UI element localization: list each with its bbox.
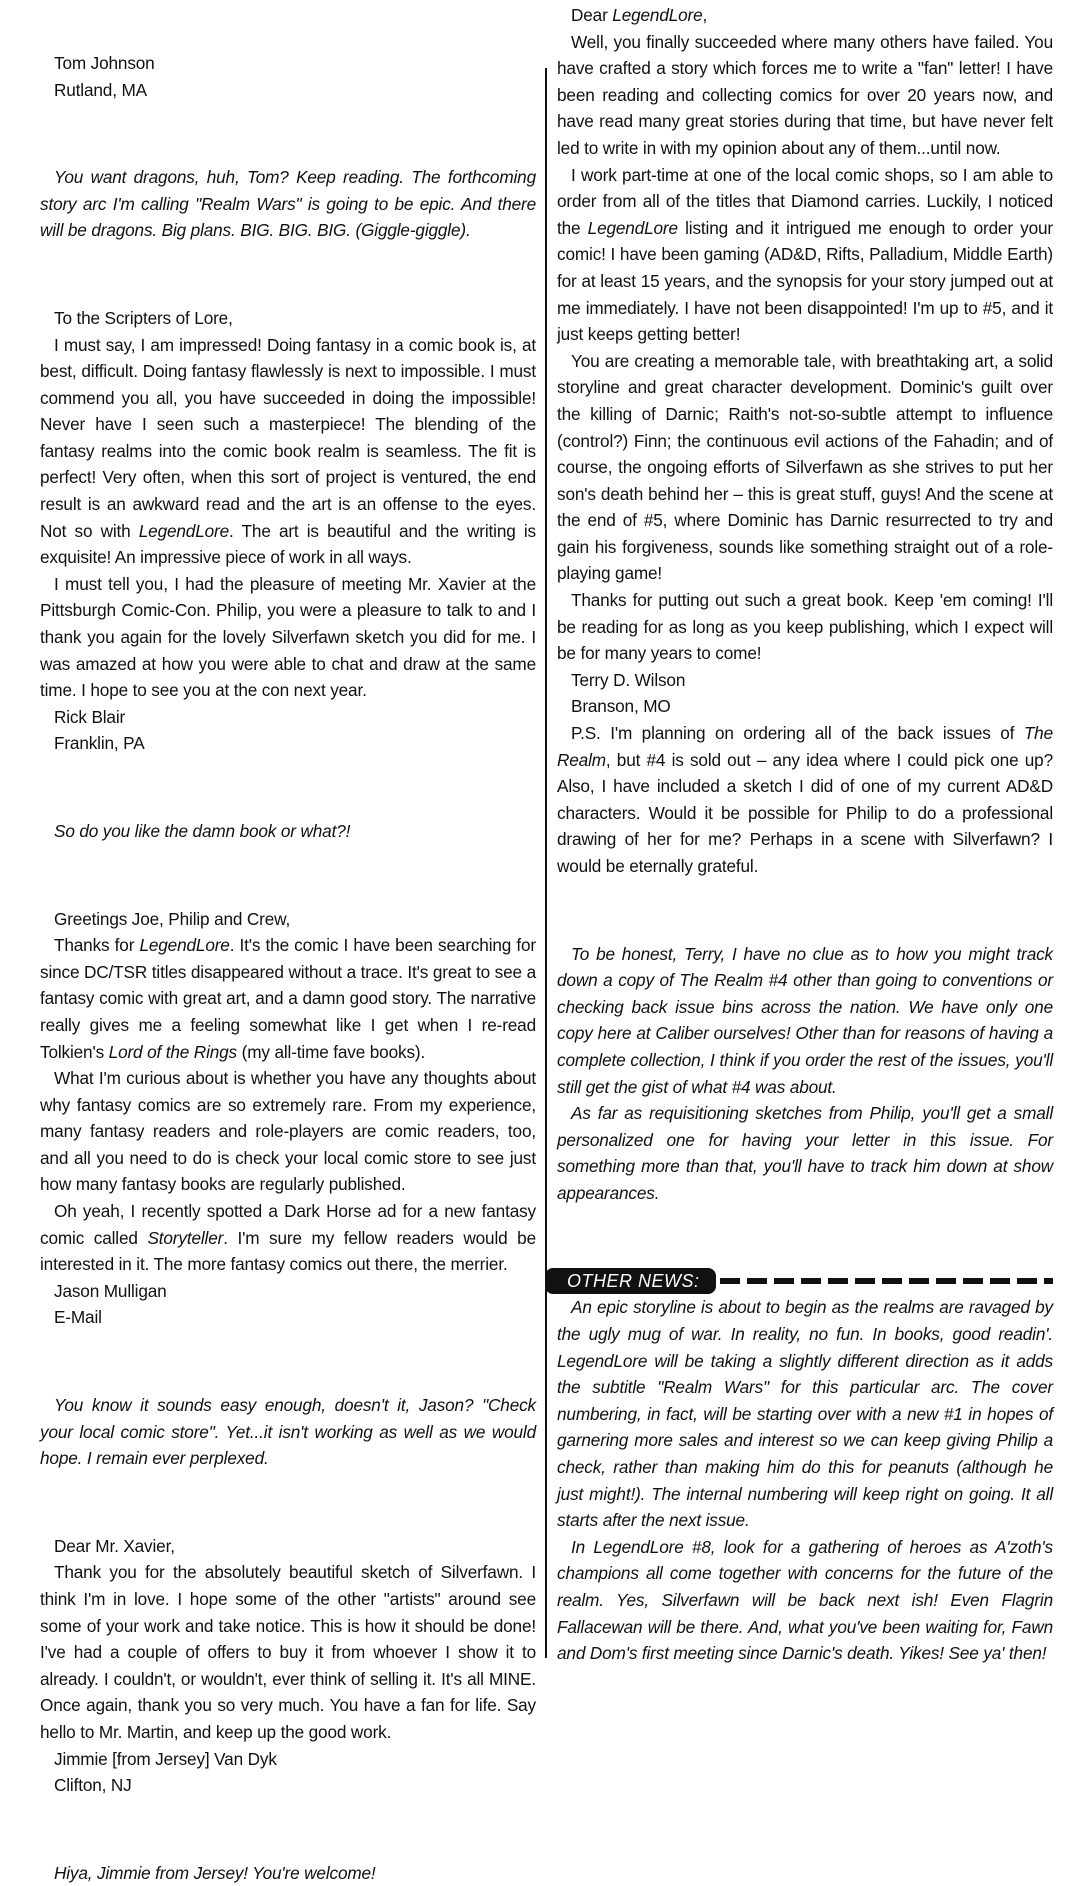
text-run: E-Mail (54, 1307, 102, 1328)
column-divider (545, 68, 547, 1658)
text-run: An epic storyline is about to begin as the realms are ravaged by the ugly mug of war. In reality, no fun. In books, good readin'. LegendLore will be taking a slightly different direction as it adds the subtitle "Realm Wars" for this particular arc. The cover numbering, in fact, will be starting over with a new #1 in hopes of garnering more sales and interest so we can keep giving Philip a check, rather than making him do this for peanuts (although he just might!). The internal numbering will keep right on going. It all starts after the next issue. (557, 1297, 1053, 1531)
text-run: Oh yeah, I recently spotted a Dark Horse ad for a new fantasy comic called (40, 1201, 536, 1248)
text-run: You want dragons, huh, Tom? Keep reading. The forthcoming story arc I'm calling "Realm Wars" is going to be epic. And there will be dragons. Big plans. BIG. BIG. BIG. (Giggle-giggle). (40, 167, 536, 241)
text-run: Jimmie [from Jersey] Van Dyk (54, 1748, 277, 1769)
text-run: Clifton, NJ (54, 1775, 132, 1796)
text-run: Jason Mulligan (54, 1280, 167, 1301)
editor-reply (557, 941, 1053, 1101)
text-run: In LegendLore #8, look for a gathering of heroes as A'zoth's champions all come together with concerns for the future of the realm. Yes, Silverfawn will be back next ish! Even Flagrin Fallacewan will be there. And, what you've been waiting for, Fawn and Dom's first meeting since Darnic's death. Yikes! See ya' then! (557, 1536, 1053, 1664)
text-run: Hiya, Jimmie from Jersey! You're welcome! (54, 1862, 376, 1883)
spacer (40, 1816, 536, 1843)
letter-paragraph (557, 587, 1053, 667)
text-run: P.S. I'm planning on ordering all of the back issues of (571, 723, 1024, 744)
spacer (40, 774, 536, 801)
text-run: You are creating a memorable tale, with breathtaking art, a solid storyline and great character development. Dominic's guilt over the killing of Darnic; Raith's not-so-subtle attempt to influence (control?) Finn; the continuous evil actions of the Fahadin; and of course, the ongoing efforts of Silverfawn as she strives to put her son's death behind her – this is great stuff, guys! And the scene at the end of #5, where Dominic has Darnic resurrected to try and gain his forgiveness, sounds like something straight out of a role-playing game! (557, 350, 1053, 584)
signature-line (40, 730, 536, 757)
spacer (557, 1224, 1053, 1251)
text-run: You know it sounds easy enough, doesn't it, Jason? "Check your local comic store". Yet...it isn't working as well as we would hope. I remain ever perplexed. (40, 1395, 536, 1469)
text-run: (my all-time fave books). (237, 1041, 426, 1062)
text-run: Rutland, MA (54, 79, 147, 100)
salutation (40, 305, 536, 332)
letter-paragraph (557, 720, 1053, 880)
editor-reply (40, 164, 536, 244)
editor-reply (40, 1392, 536, 1472)
italic-title: The Realm (557, 723, 1053, 770)
salutation (40, 906, 536, 933)
signature-line (40, 1304, 536, 1331)
text-run: Branson, MO (571, 696, 671, 717)
text-run: Franklin, PA (54, 733, 145, 754)
salutation (40, 1533, 536, 1560)
signature-line (40, 1278, 536, 1305)
text-run: Dear Mr. Xavier, (54, 1535, 175, 1556)
text-run: Terry D. Wilson (571, 669, 686, 690)
letter-paragraph (557, 162, 1053, 348)
letter-paragraph (557, 29, 1053, 162)
other-news-banner (545, 1267, 1053, 1294)
text-run: Thanks for putting out such a great book. Keep 'em coming! I'll be reading for as long as you keep publishing, which I expect will be for many years to come! (557, 590, 1053, 664)
text-run: To be honest, Terry, I have no clue as to how you might track down a copy of The Realm #4 other than going to conventions or checking back issue bins across the nation. We have only one copy here at Caliber ourselves! Other than for reasons of having a complete collection, I think if you order the rest of the issues, you'll still get the gist of what #4 was about. (557, 943, 1053, 1097)
italic-title: LegendLore (139, 935, 230, 956)
text-run: Dear (571, 5, 613, 25)
spacer (40, 261, 536, 288)
editor-reply (557, 1294, 1053, 1533)
text-run: To the Scripters of Lore, (54, 307, 233, 328)
italic-title: LegendLore (612, 5, 703, 25)
letter-paragraph (40, 571, 536, 704)
signature-line (40, 50, 536, 77)
spacer (557, 897, 1053, 924)
letter-paragraph (40, 1065, 536, 1198)
editor-reply (40, 1860, 536, 1886)
text-run: Rick Blair (54, 706, 126, 727)
text-run: I work part-time at one of the local comic shops, so I am able to order from all of the titles that Diamond carries. Luckily, I noticed the (557, 164, 1053, 238)
letter-paragraph (40, 332, 536, 571)
text-run: Tom Johnson (54, 53, 155, 73)
other-news-label: OTHER NEWS: (545, 1268, 716, 1294)
text-run: , (702, 5, 708, 25)
letter-paragraph (40, 1198, 536, 1278)
italic-title: LegendLore (138, 520, 230, 541)
signature-line (557, 667, 1053, 694)
signature-line (40, 1746, 536, 1773)
right-column (557, 2, 1053, 1667)
editor-reply (557, 1534, 1053, 1667)
text-run: I must say, I am impressed! Doing fantasy in a comic book is, at best, difficult. Doing fantasy flawlessly is next to impossible. I must commend you all, you have succeeded in doing the impossible! Never have I seen such a masterpiece! The blending of the fantasy realms into the comic book realm is seamless. The fit is perfect! Very often, when this sort of project is ventured, the end result is an awkward read and the art is an offense to the eyes. Not so with (40, 334, 536, 541)
text-run: As far as requisitioning sketches from Philip, you'll get a small personalized one for having your letter in this issue. For something more than that, you'll have to track him down at show appearances. (557, 1103, 1053, 1203)
italic-title: Lord of the Rings (108, 1041, 238, 1062)
text-run: What I'm curious about is whether you have any thoughts about why fantasy comics are so extremely rare. From my experience, many fantasy readers and role-players are comic readers, too, and all you need to do is check your local comic store to see just how many fantasy books are regularly published. (40, 1068, 536, 1195)
italic-title: LegendLore (587, 217, 678, 238)
spacer (40, 1489, 536, 1516)
spacer (40, 862, 536, 889)
spacer (40, 1348, 536, 1375)
text-run: , but #4 is sold out – any idea where I could pick one up? Also, I have included a sketch I did of one of my current AD&D characters. Would it be possible for Philip to do a professional drawing of her for me? Perhaps in a scene with Silverfawn? I would be eternally grateful. (557, 749, 1053, 876)
editor-reply (557, 1100, 1053, 1206)
dashed-rule (720, 1278, 1053, 1284)
text-run: Thanks for (54, 935, 140, 956)
editor-reply (40, 818, 536, 845)
letter-paragraph (40, 932, 536, 1065)
text-run: So do you like the damn book or what?! (54, 820, 351, 841)
text-run: . I'm sure my fellow readers would be interested in it. The more fantasy comics out there, the merrier. (40, 1227, 536, 1275)
signature-line (557, 693, 1053, 720)
text-run: Greetings Joe, Philip and Crew, (54, 908, 291, 929)
text-run: . The art is beautiful and the writing is exquisite! An impressive piece of work in all ways. (40, 520, 536, 568)
text-run: I must tell you, I had the pleasure of meeting Mr. Xavier at the Pittsburgh Comic-Con. Philip, you were a pleasure to talk to and I thank you again for the lovely Silverfawn sketch you did for me. I was amazed at how you were able to chat and draw at the same time. I hope to see you at the con next year. (40, 573, 536, 701)
text-run: Well, you finally succeeded where many others have failed. You have crafted a story which forces me to write a "fan" letter! I have been reading and collecting comics for over 20 years now, and have read many great stories during that time, but have never felt led to write in with my opinion about any of them...until now. (557, 31, 1053, 158)
letter-paragraph (40, 1559, 536, 1745)
text-run: listing and it intrigued me enough to order your comic! I have been gaming (AD&D, Rifts, Palladium, Middle Earth) for at least 15 years, and the synopsis for your story jumped out at me immediately. I have not been disappointed! I'm up to #5, and it just keeps getting better! (557, 217, 1053, 345)
text-run: . It's the comic I have been searching for since DC/TSR titles disappeared without a trace. It's great to see a fantasy comic with great art, and a damn good story. The narrative really gives me a feeling somewhat like I get when I re-read Tolkien's (40, 935, 536, 1062)
signature-line (40, 77, 536, 104)
letter-paragraph (557, 348, 1053, 587)
text-run: Thank you for the absolutely beautiful sketch of Silverfawn. I think I'm in love. I hope some of the other "artists" around see some of your work and take notice. This is how it should be done! I've had a couple of offers to buy it from whoever I show it to already. I couldn't, or wouldn't, ever think of selling it. It's all MINE. Once again, thank you so very much. You have a fan for life. Say hello to Mr. Martin, and keep up the good work. (40, 1562, 536, 1742)
left-column (40, 50, 536, 1886)
signature-line (40, 704, 536, 731)
spacer (40, 120, 536, 147)
salutation (557, 2, 1053, 29)
signature-line (40, 1772, 536, 1799)
italic-title: Storyteller (147, 1227, 224, 1248)
